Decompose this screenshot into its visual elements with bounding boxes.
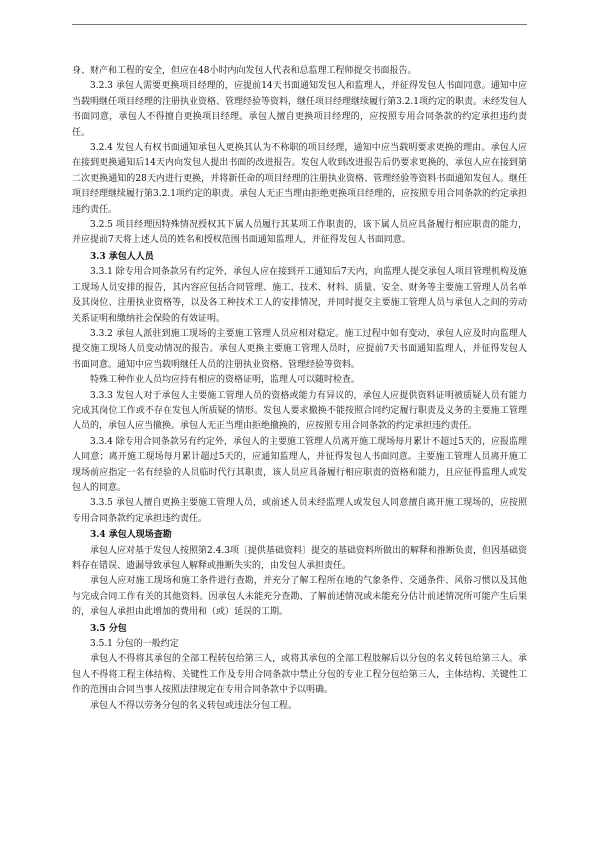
subsection-heading: 3.5.1 分包的一般约定 — [90, 639, 179, 650]
paragraph: 3.3.3 发包人对于承包人主要施工管理人员的资格或能力有异议的，承包人应提供资料证明被质疑人员有能力完成其岗位工作或不存在发包人所质疑的情形。发包人要求撤换不能按照合同约定履行职责及义务的主要施工管理人员的，承包人应当撤换。承包人无正当理由拒绝撤换的，应按照专用合同条款的约定承担违约责任。 — [72, 390, 527, 432]
section-heading: 3.3 承包人人员 — [90, 251, 154, 262]
paragraph: 3.2.3 承包人需要更换项目经理的，应提前14天书面通知发包人和监理人，并征得发包人书面同意。通知中应当载明继任项目经理的注册执业资格、管理经验等资料，继任项目经理继续履行第3.2.1项约定的职责。未经发包人书面同意，承包人不得擅自更换项目经理。承包人擅自更换项目经理的，应按照专用合同条款的约定承担违约责任。 — [72, 81, 527, 138]
paragraph: 承包人不得以劳务分包的名义转包或违法分包工程。 — [90, 700, 298, 711]
paragraph: 承包人应对基于发包人按照第2.4.3项〔提供基础资料〕提交的基础资料所做出的解释和推断负责，但因基础资料存在错误、遗漏导致承包人解释或推断失实的，由发包人承担责任。 — [72, 545, 527, 571]
section-heading: 3.5 分包 — [90, 623, 127, 634]
paragraph: 3.3.4 除专用合同条款另有约定外，承包人的主要施工管理人员离开施工现场每月累计不超过5天的，应报监理人同意；离开施工现场每月累计超过5天的，应通知监理人，并征得发包人书面同意。主要施工管理人员离开施工现场前应指定一名有经验的人员临时代行其职责，该人员应具备履行相应职责的资格和能力，且应征得监理人或发包人的同意。 — [72, 436, 527, 493]
paragraph: 3.3.5 承包人擅自更换主要施工管理人员，或前述人员未经监理人或发包人同意擅自离开施工现场的，应按照专用合同条款约定承担违约责任。 — [72, 498, 527, 524]
paragraph: 3.2.5 项目经理因特殊情况授权其下属人员履行其某项工作职责的，该下属人员应具备履行相应职责的能力，并应提前7天将上述人员的姓名和授权范围书面通知监理人，并征得发包人书面同意。 — [72, 220, 527, 246]
paragraph: 承包人不得将其承包的全部工程转包给第三人，或将其承包的全部工程肢解后以分包的名义转包给第三人。承包人不得将工程主体结构、关键性工作及专用合同条款中禁止分包的专业工程分包给第三人，主体结构、关键性工作的范围由合同当事人按照法律规定在专用合同条款中予以明确。 — [72, 654, 527, 696]
header-rule — [72, 24, 527, 25]
paragraph: 特殊工种作业人员均应持有相应的资格证明，监理人可以随时检查。 — [90, 375, 361, 386]
paragraph: 承包人应对施工现场和施工条件进行查勘，并充分了解工程所在地的气象条件、交通条件、风俗习惯以及其他与完成合同工作有关的其他资料。因承包人未能充分查勘、了解前述情况或未能充分估计前述情况所可能产生后果的，承包人承担由此增加的费用和（或）延误的工期。 — [72, 576, 527, 618]
paragraph: 3.3.2 承包人派驻到施工现场的主要施工管理人员应相对稳定。施工过程中如有变动，承包人应及时向监理人提交施工现场人员变动情况的报告。承包人更换主要施工管理人员时，应提前7天书面通知监理人，并征得发包人书面同意。通知中应当载明继任人员的注册执业资格、管理经验等资料。 — [72, 328, 527, 370]
document-body — [72, 64, 527, 714]
paragraph: 3.2.4 发包人有权书面通知承包人更换其认为不称职的项目经理，通知中应当载明要求更换的理由。承包人应在接到更换通知后14天内向发包人提出书面的改进报告。发包人收到改进报告后仍要求更换的，承包人应在接到第二次更换通知的28天内进行更换，并将新任命的项目经理的注册执业资格、管理经验等资料书面通知发包人。继任项目经理继续履行第3.2.1项约定的职责。承包人无正当理由拒绝更换项目经理的，应按照专用合同条款的约定承担违约责任。 — [72, 143, 527, 215]
paragraph: 身、财产和工程的安全，但应在48小时内向发包人代表和总监理工程师提交书面报告。 — [72, 66, 417, 76]
paragraph: 3.3.1 除专用合同条款另有约定外，承包人应在接到开工通知后7天内，向监理人提交承包人项目管理机构及施工现场人员安排的报告，其内容应包括合同管理、施工、技术、材料、质量、安全、财务等主要施工管理人员名单及其岗位、注册执业资格等，以及各工种技术工人的安排情况，并同时提交主要施工管理人员与承包人之间的劳动关系证明和缴纳社会保险的有效证明。 — [72, 267, 527, 324]
section-heading: 3.4 承包人现场查勘 — [90, 530, 172, 541]
